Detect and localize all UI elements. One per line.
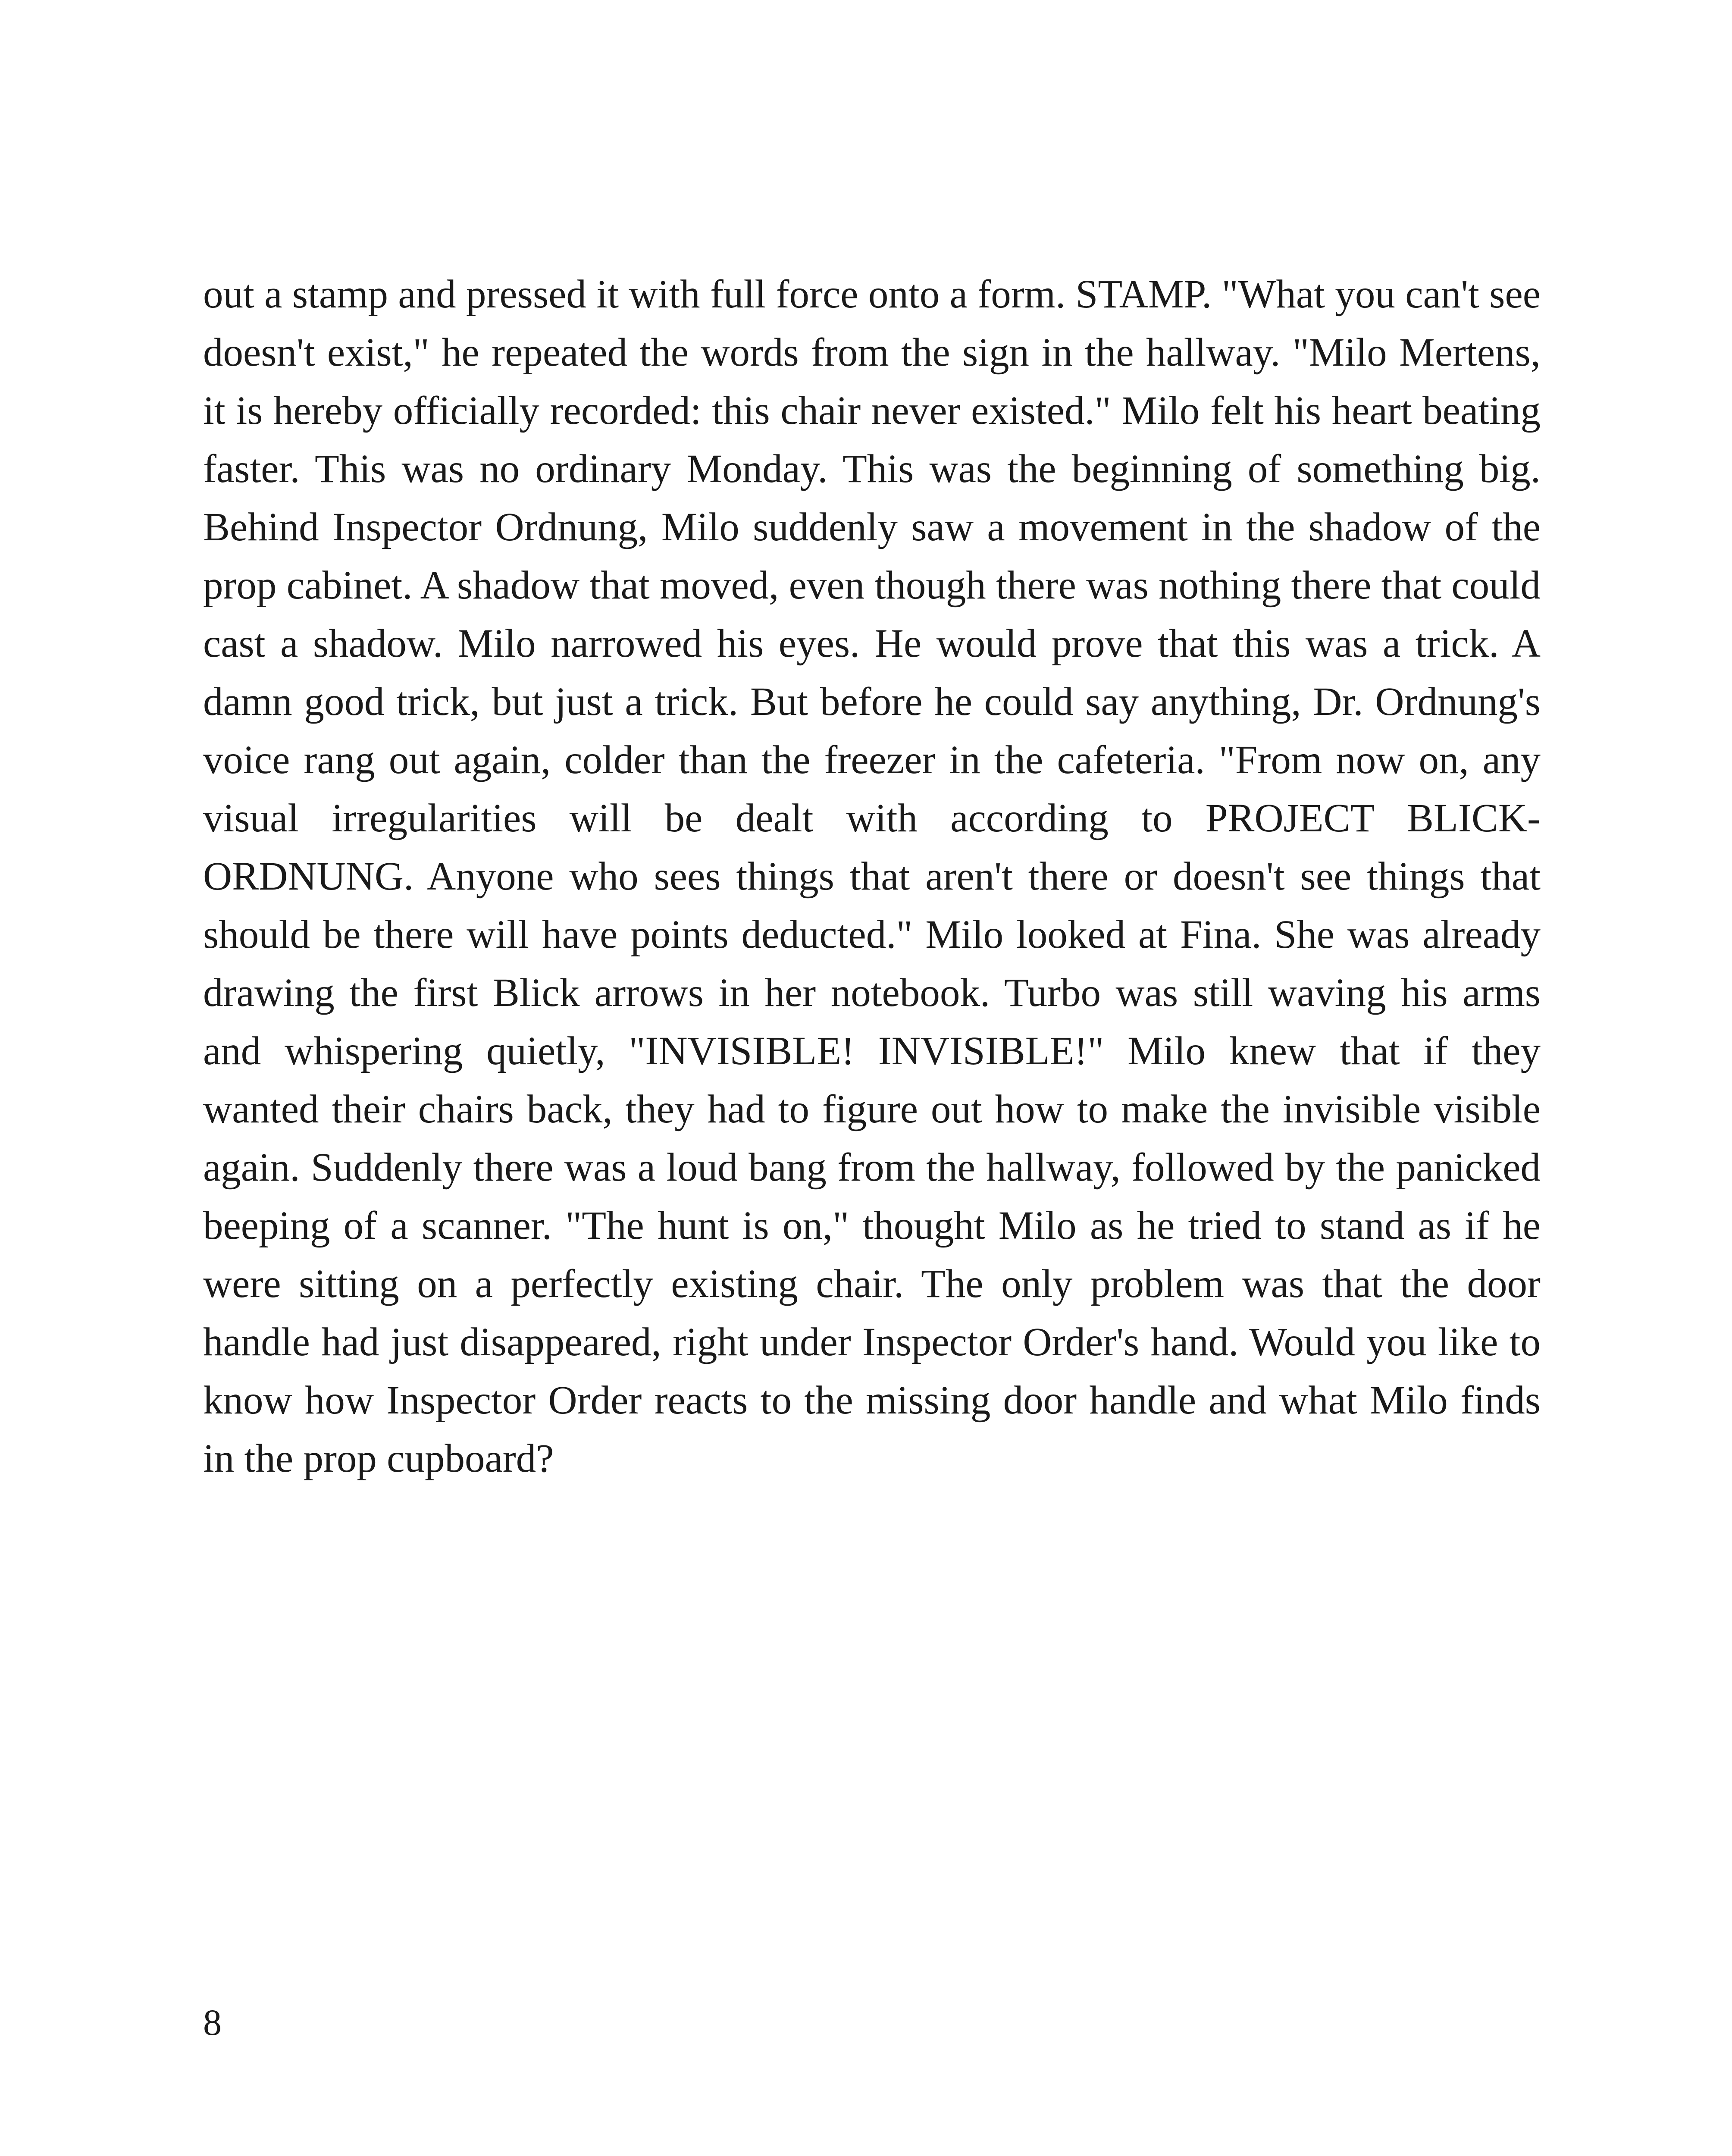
- page-number: 8: [203, 2002, 222, 2043]
- body-paragraph: out a stamp and pressed it with full force onto a form. STAMP. "What you can't see doesn't exist," he repeated the words from the sign in the hallway. "Milo Mertens, it is hereby officially recorded: this chair never existed." Milo felt his heart beating faster. This was no ordinary Monday. This was the beginning of something big. Behind Inspector Ordnung, Milo suddenly saw a movement in the shadow of the prop cabinet. A shadow that moved, even though there was nothing there that could cast a shadow. Milo narrowed his eyes. He would prove that this was a trick. A damn good trick, but just a trick. But before he could say anything, Dr. Ordnung's voice rang out again, colder than the freezer in the cafeteria. "From now on, any visual irregularities will be dealt with according to PROJECT BLICK-ORDNUNG. Anyone who sees things that aren't there or doesn't see things that should be there will have points deducted." Milo looked at Fina. She was already drawing the first Blick arrows in her notebook. Turbo was still waving his arms and whispering quietly, "INVISIBLE! INVISIBLE!" Milo knew that if they wanted their chairs back, they had to figure out how to make the invisible visible again. Suddenly there was a loud bang from the hallway, followed by the panicked beeping of a scanner. "The hunt is on," thought Milo as he tried to stand as if he were sitting on a perfectly existing chair. The only problem was that the door handle had just disappeared, right under Inspector Order's hand. Would you like to know how Inspector Order reacts to the missing door handle and what Milo finds in the prop cupboard?: [203, 272, 1541, 1481]
